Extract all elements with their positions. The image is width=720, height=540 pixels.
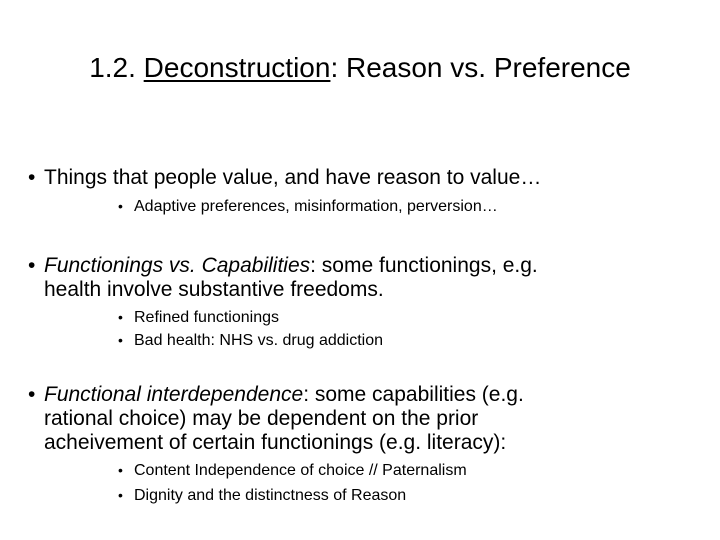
title-prefix: 1.2. xyxy=(89,52,144,83)
sub-bullet-marker: • xyxy=(118,332,123,348)
sub-bullet-text: Refined functionings xyxy=(134,309,279,326)
sub-bullet-item xyxy=(118,459,467,482)
bullet-text: Things that people value, and have reason to value… xyxy=(44,166,542,189)
sub-bullet-marker: • xyxy=(118,462,123,478)
bullet-line-1-rest: : some capabilities (e.g. xyxy=(303,383,524,406)
bullet-line-1 xyxy=(44,383,524,407)
sub-bullet-item xyxy=(118,306,279,329)
bullet-italic-term: Functionings vs. Capabilities xyxy=(44,254,311,277)
sub-bullet-item xyxy=(118,195,498,218)
bullet-line-1 xyxy=(44,254,538,278)
bullet-line-1-rest: : some functionings, e.g. xyxy=(310,254,538,277)
bullet-line-2: health involve substantive freedoms. xyxy=(44,278,384,301)
bullet-italic-term: Functional interdependence xyxy=(44,383,304,406)
sub-bullet-item xyxy=(118,329,384,352)
title-underlined-term: Deconstruction xyxy=(143,52,331,83)
sub-bullet-text: Content Independence of choice // Paternalism xyxy=(134,462,467,479)
sub-bullet-marker: • xyxy=(118,198,123,214)
sub-bullet-marker: • xyxy=(118,487,123,503)
sub-bullet-marker: • xyxy=(118,309,123,325)
slide-title xyxy=(0,50,720,86)
sub-bullet-text: Dignity and the distinctness of Reason xyxy=(134,487,407,504)
bullet-line-3: acheivement of certain functionings (e.g. literacy): xyxy=(44,431,507,454)
sub-bullet-text: Adaptive preferences, misinformation, perversion… xyxy=(134,198,498,215)
bullet-item-functionings xyxy=(28,254,538,302)
bullet-marker: • xyxy=(28,166,36,189)
bullet-marker: • xyxy=(28,383,36,406)
title-suffix: : Reason vs. Preference xyxy=(330,52,631,83)
bullet-marker: • xyxy=(28,254,36,277)
bullet-line-2: rational choice) may be dependent on the prior xyxy=(44,407,479,430)
sub-bullet-item xyxy=(118,484,407,507)
bullet-item-interdependence xyxy=(28,383,524,455)
bullet-item-values xyxy=(28,166,542,190)
sub-bullet-text: Bad health: NHS vs. drug addiction xyxy=(134,332,384,349)
